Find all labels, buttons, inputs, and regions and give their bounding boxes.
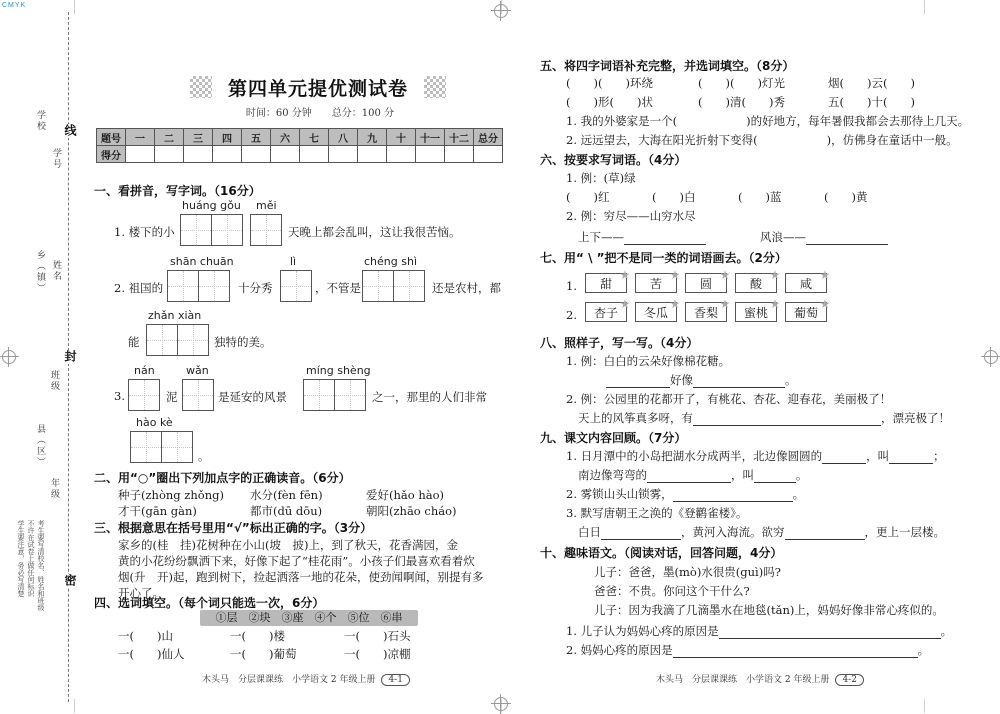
score-row — [97, 146, 503, 163]
footer-right — [656, 672, 864, 686]
cmyk-mark: CMYK — [2, 2, 27, 9]
review-question-1b[interactable] — [578, 467, 808, 483]
poem-fill[interactable] — [578, 524, 945, 540]
word-box-text: 杏子 — [593, 306, 618, 320]
fun-question-1[interactable]: 1. 儿子认为妈妈心疼的原因是 。 — [566, 624, 953, 638]
registration-mark-icon — [494, 697, 508, 711]
word-box[interactable] — [685, 268, 731, 293]
idiom-item[interactable]: ( )( )环绕 — [566, 76, 653, 90]
section-5-title: 五、将四字词语补充完整，并选词填空。（8分） — [540, 59, 795, 73]
pinyin-zhan-xian: zhǎn xiàn — [148, 309, 202, 322]
word-box-text: 甜 — [599, 277, 612, 291]
sentence-2-pre: 2. 祖国的 — [114, 281, 164, 295]
reading-item[interactable]: 种子(zhòng zhǒng) — [118, 488, 224, 502]
score-header-cell: 四 — [213, 129, 242, 146]
score-header-cell: 九 — [358, 129, 387, 146]
star-icon: ★ — [819, 297, 831, 311]
word-box-text: 香梨 — [693, 306, 718, 320]
score-header-cell: 十一 — [416, 129, 445, 146]
score-header-cell: 一 — [126, 129, 155, 146]
binding-seal-char: 封 — [63, 350, 77, 364]
score-header-cell: 七 — [300, 129, 329, 146]
score-header-cell: 十二 — [445, 129, 474, 146]
star-icon: ★ — [619, 297, 631, 311]
score-header-cell: 题号 — [97, 129, 126, 146]
sentence-1-pre: 1. 楼下的小 — [114, 225, 175, 239]
writing-grid-ming-sheng[interactable] — [303, 379, 365, 411]
imitate-example-1: 1. 例：白白的云朵好像棉花糖。 — [566, 354, 731, 368]
writing-grid-li[interactable] — [280, 270, 311, 302]
title-block — [190, 74, 510, 102]
score-input-cell[interactable] — [474, 146, 503, 163]
section-2-title: 二、用“○”圈出下列加点字的正确读音。（6分） — [94, 471, 351, 485]
writing-grid-nan[interactable] — [128, 379, 159, 411]
notice-line: 不许在试卷上做任何标识 — [27, 520, 35, 597]
idiom-question-2[interactable]: 2. 远远望去，大海在阳光折射下变得( )，仿佛身在童话中一般。 — [566, 133, 958, 147]
notice-line: 学生要注意，务必写清楚 — [17, 520, 25, 597]
trim-mark — [924, 0, 925, 14]
reading-item[interactable]: 朝阳(zhāo cháo) — [366, 504, 457, 518]
score-input-cell[interactable] — [358, 146, 387, 163]
grade-label: 年级 — [49, 478, 59, 500]
score-input-cell[interactable] — [213, 146, 242, 163]
answer-blank[interactable] — [647, 470, 731, 483]
pinyin-huang-gou: huáng gǒu — [182, 199, 241, 212]
word-box[interactable] — [785, 268, 831, 293]
sentence-2-post: 还是农村，都 — [432, 281, 501, 295]
answer-blank[interactable] — [693, 375, 785, 388]
word-box[interactable] — [635, 297, 681, 322]
town-label: 乡（镇） — [35, 250, 45, 294]
pinyin-ming-sheng: míng shèng — [306, 364, 371, 377]
idiom-item[interactable]: ( )形( )状 — [566, 95, 653, 109]
fill-item[interactable]: 一( )楼 — [230, 629, 285, 643]
pinyin-cheng-shi: chéng shì — [364, 255, 417, 268]
dialogue-line: 儿子：因为我滴了几滴墨水在地毯(tǎn)上，妈妈好像非常心疼似的。 — [594, 603, 944, 617]
reading-item[interactable]: 爱好(hǎo hào) — [366, 488, 445, 502]
answer-blank[interactable] — [889, 451, 933, 464]
imitate-answer-2-post: ，漂亮极了！ — [881, 411, 950, 425]
idiom-item[interactable]: 五( )十( ) — [828, 95, 915, 109]
score-input-cell[interactable] — [184, 146, 213, 163]
registration-mark-icon — [494, 4, 508, 18]
answer-blank[interactable] — [673, 489, 793, 502]
score-input-cell[interactable] — [300, 146, 329, 163]
word-options-bar: ①层 ②块 ③座 ④个 ⑤位 ⑥串 — [200, 610, 418, 626]
answer-blank[interactable] — [606, 375, 670, 388]
trim-mark — [74, 699, 75, 713]
score-table — [96, 128, 503, 163]
word-example-2: 2. 例：穷尽——山穷水尽 — [566, 209, 696, 223]
review-question-1a-pre: 1. 日月潭中的小岛把湖水分成两半，北边像圆圆的 — [566, 449, 823, 463]
word-box[interactable] — [735, 268, 781, 293]
registration-mark-icon — [2, 350, 16, 364]
score-header-cell: 八 — [329, 129, 358, 146]
fun-question-2[interactable]: 2. 妈妈心疼的原因是 。 — [566, 643, 930, 657]
writing-grid-wan[interactable] — [182, 379, 213, 411]
score-row-label: 得分 — [97, 146, 126, 163]
binding-line-char: 线 — [63, 124, 77, 138]
score-input-cell[interactable] — [329, 146, 358, 163]
star-icon: ★ — [769, 268, 781, 282]
section-6-title: 六、按要求写词语。（4分） — [540, 153, 687, 167]
idiom-item[interactable]: ( )清( )秀 — [698, 95, 785, 109]
sentence-2-mid1: 十分秀 — [238, 281, 273, 295]
notice-line: 考生要写清校名、姓名和班级 — [37, 520, 45, 611]
sentence-2-mid2: ，不管是 — [315, 281, 361, 295]
page-number-left: 4-1 — [381, 674, 410, 686]
fill-item[interactable]: 一( )仙人 — [118, 647, 185, 661]
page-title: 第四单元提优测试卷 — [227, 78, 408, 100]
star-icon: ★ — [669, 297, 681, 311]
fill-item[interactable]: 一( )山 — [118, 629, 173, 643]
pinyin-wan: wǎn — [186, 364, 209, 377]
sentence-2b-post: 独特的美。 — [214, 335, 272, 349]
imitate-example-2: 2. 例：公园里的花都开了，有桃花、杏花、迎春花，美丽极了！ — [566, 392, 892, 406]
footer-right-text: 木头马 分层课课练 小学语文 2 年级上册 — [656, 675, 830, 685]
section-10-title: 十、趣味语文。（阅读对话，回答问题，4分） — [540, 546, 783, 560]
poem-fill-a: 白日 — [578, 525, 601, 539]
star-icon: ★ — [719, 297, 731, 311]
writing-grid-mei[interactable] — [250, 214, 281, 246]
sentence-3-mid1: 泥 — [166, 390, 178, 404]
answer-blank[interactable] — [601, 527, 681, 540]
pinyin-nan: nán — [134, 364, 155, 377]
score-input-cell[interactable] — [416, 146, 445, 163]
word-fill-item[interactable]: ( )黄 — [824, 190, 868, 204]
answer-blank[interactable] — [785, 527, 865, 540]
word-box-text: 冬瓜 — [643, 306, 668, 320]
star-icon: ★ — [669, 268, 681, 282]
reading-item[interactable]: 才干(gān gàn) — [118, 504, 197, 518]
writing-grid-zhan-xian[interactable] — [146, 324, 208, 356]
sentence-3-pre: 3. — [114, 389, 125, 403]
section-9-title: 九、课文内容回顾。（7分） — [540, 431, 687, 445]
sentence-3-post: 之一，那里的人们非常 — [372, 390, 487, 404]
checker-decoration-icon — [190, 76, 212, 98]
pinyin-hao-ke: hào kè — [136, 416, 173, 429]
section-8-title: 八、照样子，写一写。（4分） — [540, 336, 699, 350]
review-question-3: 3. 默写唐朝王之涣的《登鹳雀楼》。 — [566, 506, 748, 520]
page-number-right: 4-2 — [835, 674, 864, 686]
fill-item[interactable]: 一( )石头 — [344, 629, 411, 643]
poem-fill-b: ，黄河入海流。欲穷 — [681, 525, 785, 539]
score-header-cell: 五 — [242, 129, 271, 146]
review-question-1a-mid: ，叫 — [866, 449, 890, 463]
fun-question-2-text: 2. 妈妈心疼的原因是 — [566, 643, 673, 657]
writing-grid-cheng-shi[interactable] — [362, 270, 424, 302]
word-fill-item[interactable]: ( )蓝 — [738, 190, 782, 204]
exam-meta: 时间：60 分钟 总分：100 分 — [245, 108, 395, 119]
score-input-cell[interactable] — [155, 146, 184, 163]
answer-blank[interactable] — [806, 232, 888, 245]
word-fill-shangxia[interactable] — [578, 229, 706, 245]
name-label: 姓名 — [51, 260, 61, 282]
score-input-cell[interactable] — [445, 146, 474, 163]
pinyin-shan-chuan: shān chuān — [170, 255, 234, 268]
word-example-1: 1. 例：(草)绿 — [566, 171, 636, 185]
review-question-1a-post: ； — [933, 449, 945, 463]
section-4-title: 四、选词填空。（每个词只能选一次，6分） — [94, 596, 325, 610]
sentence-1-post: 天晚上都会乱叫，这让我很苦恼。 — [288, 225, 461, 239]
score-input-cell[interactable] — [126, 146, 155, 163]
word-box[interactable] — [585, 297, 631, 322]
star-icon: ★ — [719, 268, 731, 282]
section-1-title: 一、看拼音，写字词。（16分） — [94, 184, 261, 198]
fill-item[interactable]: 一( )葡萄 — [230, 647, 297, 661]
binding-secret-char: 密 — [63, 574, 77, 588]
word-box-text: 葡萄 — [793, 306, 818, 320]
word-fill-fenglang[interactable] — [760, 229, 888, 245]
word-box[interactable] — [735, 297, 781, 322]
imitate-answer-2-pre: 天上的风筝真多呀，有 — [578, 411, 693, 425]
idiom-question-1[interactable]: 1. 我的外婆家是一个( )的好地方，每年暑假我都会去那待上几天。 — [566, 114, 970, 128]
word-box-text: 圆 — [699, 277, 712, 291]
word-fill-fenglang-label: 风浪—— — [760, 230, 806, 244]
trim-mark — [74, 0, 75, 14]
star-icon: ★ — [769, 297, 781, 311]
score-header-cell: 六 — [271, 129, 300, 146]
review-question-2-text: 2. 雾锁山头山锁雾， — [566, 487, 673, 501]
class-label: 班级 — [49, 370, 59, 392]
idiom-item[interactable]: ( )( )灯光 — [698, 76, 785, 90]
footer-left — [202, 672, 410, 686]
imitate-answer-1[interactable]: 好像 。 — [606, 372, 797, 388]
idiom-item[interactable]: 烟( )云( ) — [828, 76, 915, 90]
star-icon: ★ — [619, 268, 631, 282]
score-header-row — [97, 129, 503, 146]
poem-fill-c: ，更上一层楼。 — [864, 525, 945, 539]
passage-line: 家乡的(桂 挂)花树种在小山(坡 披)上，到了秋天，花香满园，金 — [118, 538, 458, 552]
word-box-text: 咸 — [799, 277, 812, 291]
answer-blank[interactable] — [719, 626, 941, 639]
school-label: 学校 — [35, 110, 45, 132]
word-box[interactable] — [685, 297, 731, 322]
dialogue-line: 儿子：爸爸，墨(mò)水很贵(guì)吗? — [594, 565, 781, 579]
writing-grid-huang-gou[interactable] — [180, 214, 242, 246]
word-fill-item[interactable]: ( )白 — [652, 190, 696, 204]
answer-blank[interactable] — [754, 470, 796, 483]
registration-mark-icon — [984, 350, 998, 364]
imitate-answer-1-word: 好像 — [670, 373, 693, 387]
answer-blank[interactable] — [822, 451, 866, 464]
writing-grid-hao-ke[interactable] — [130, 431, 192, 463]
word-box[interactable] — [635, 268, 681, 293]
sentence-3-mid2: 是延安的风景 — [218, 390, 287, 404]
section-7-title: 七、用“ \ ”把不是同一类的词语画去。（2分） — [540, 251, 787, 265]
fun-question-1-text: 1. 儿子认为妈妈心疼的原因是 — [566, 624, 719, 638]
footer-left-text: 木头马 分层课课练 小学语文 2 年级上册 — [202, 675, 376, 685]
review-question-1b-mid: ，叫 — [731, 468, 754, 482]
row-1-label: 1. — [566, 279, 577, 293]
section-3-title: 三、根据意思在括号里用“√”标出正确的字。（3分） — [94, 521, 373, 535]
pinyin-li: lì — [290, 255, 297, 268]
checker-decoration-icon — [424, 76, 446, 98]
score-header-cell: 总分 — [474, 129, 503, 146]
county-label: 县（区） — [35, 424, 45, 468]
trim-mark — [924, 699, 925, 713]
word-box-text: 苦 — [649, 277, 662, 291]
passage-line: 黄的小花纷纷飘洒下来，好像下起了“桂花雨”。小孩子们最喜欢看着炊 — [118, 554, 475, 568]
fill-item[interactable]: 一( )凉棚 — [344, 647, 411, 661]
passage-line: 开心了。 — [118, 586, 164, 600]
word-fill-shangxia-label: 上下—— — [578, 230, 624, 244]
star-icon: ★ — [819, 268, 831, 282]
answer-blank[interactable] — [693, 413, 881, 426]
sentence-3b-post: 。 — [198, 449, 210, 463]
passage-line: 烟(升 开)起，跑到树下，捡起洒落一地的花朵，使劲闻啊闻，别提有多 — [118, 570, 484, 584]
score-input-cell[interactable] — [242, 146, 271, 163]
review-question-1a[interactable] — [566, 448, 945, 464]
pinyin-mei: měi — [256, 199, 277, 212]
score-input-cell[interactable] — [387, 146, 416, 163]
row-2-label: 2. — [566, 308, 577, 322]
score-header-cell: 二 — [155, 129, 184, 146]
answer-blank[interactable] — [624, 232, 706, 245]
review-question-1b-pre: 南边像弯弯的 — [578, 468, 647, 482]
review-question-2[interactable]: 2. 雾锁山头山锁雾， 。 — [566, 487, 805, 501]
score-input-cell[interactable] — [271, 146, 300, 163]
score-header-cell: 十 — [387, 129, 416, 146]
answer-blank[interactable] — [673, 645, 918, 658]
review-question-1b-post: 。 — [796, 468, 808, 482]
writing-grid-shan-chuan[interactable] — [167, 270, 229, 302]
word-box-text: 酸 — [749, 277, 762, 291]
dialogue-line: 爸爸：不贵。你问这个干什么? — [594, 584, 750, 598]
score-header-cell: 三 — [184, 129, 213, 146]
word-box[interactable] — [585, 268, 631, 293]
reading-item[interactable]: 都市(dū dōu) — [250, 504, 323, 518]
sentence-2b-pre: 能 — [128, 335, 140, 349]
imitate-answer-2[interactable] — [578, 410, 950, 426]
word-box-text: 蜜桃 — [743, 306, 768, 320]
student-id-label: 学号 — [51, 148, 61, 170]
word-fill-item[interactable]: ( )红 — [566, 190, 610, 204]
reading-item[interactable]: 水分(fèn fēn) — [250, 488, 323, 502]
word-box[interactable] — [785, 297, 831, 322]
